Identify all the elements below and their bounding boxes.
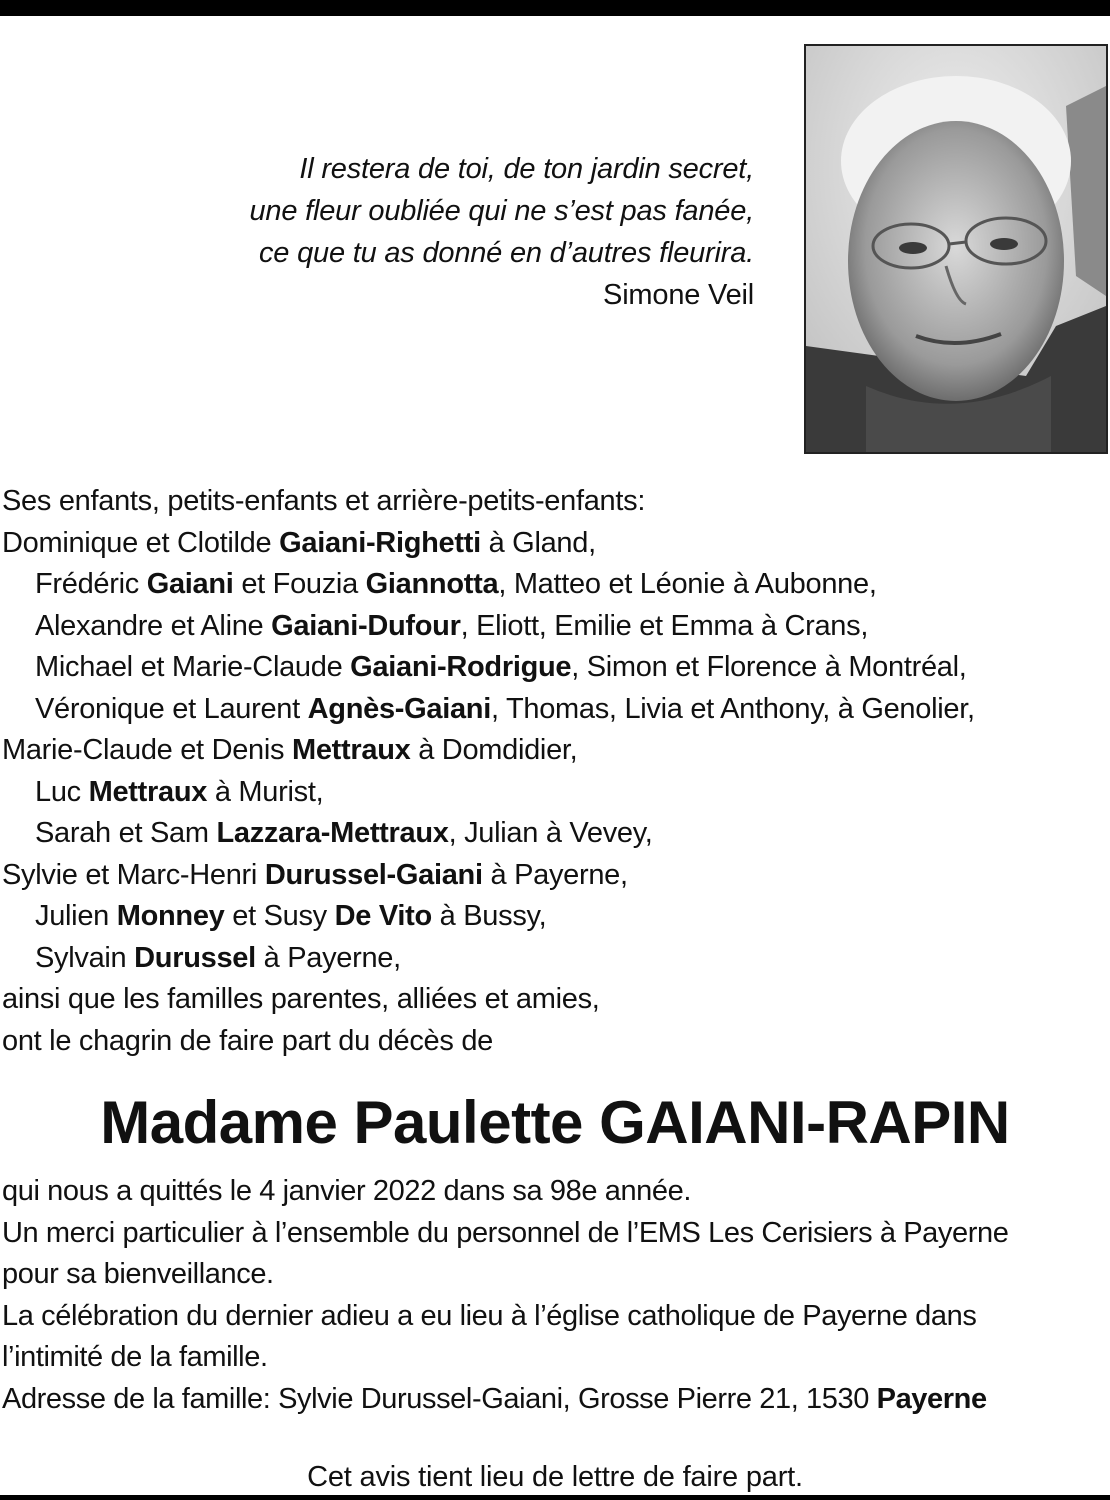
text: à Domdidier,	[410, 734, 578, 766]
text: Sylvain	[35, 941, 135, 974]
text: à Payerne,	[482, 858, 628, 891]
text: Marie-Claude et Denis	[2, 734, 292, 766]
family-line: ainsi que les familles parentes, alliées et amies,	[2, 983, 600, 1015]
quote-line: une fleur oubliée qui ne s’est pas fanée,	[249, 195, 754, 227]
text: Véronique et Laurent	[35, 692, 308, 725]
notice-line: La célébration du dernier adieu a eu lieu à l’église catholique de Payerne dans	[2, 1299, 977, 1332]
family-line	[2, 523, 1108, 565]
family-surname: Mettraux	[291, 734, 411, 766]
family-line	[2, 855, 1108, 897]
family-surname: Agnès-Gaiani	[307, 692, 491, 725]
text: et Susy	[224, 900, 335, 932]
text: Sylvie et Marc-Henri	[2, 858, 265, 891]
notice-text	[2, 1171, 1110, 1420]
bottom-rule	[0, 1495, 1110, 1500]
family-surname: Giannotta	[365, 568, 499, 600]
family-surname: Monney	[116, 900, 225, 932]
family-line	[2, 813, 1108, 855]
notice-line: qui nous a quittés le 4 janvier 2022 dans sa 98e année.	[2, 1175, 692, 1207]
text: Luc	[35, 775, 89, 808]
text: , Thomas, Livia et Anthony, à Genolier,	[490, 692, 975, 725]
text: , Simon et Florence à Montréal,	[571, 651, 967, 683]
family-surname: Lazzara-Mettraux	[216, 817, 449, 849]
text: , Eliott, Emilie et Emma à Crans,	[460, 609, 869, 642]
family-surname: Gaiani	[146, 568, 234, 600]
family-line	[2, 938, 1108, 980]
family-line	[2, 647, 1108, 689]
text: et Fouzia	[233, 568, 366, 600]
text: Frédéric	[35, 568, 147, 600]
text: à Murist,	[207, 775, 324, 808]
family-surname: Gaiani-Righetti	[279, 526, 481, 559]
text: Dominique et Clotilde	[2, 526, 280, 559]
text: à Payerne,	[255, 941, 401, 974]
text: Adresse de la famille: Sylvie Durussel-Gaiani, Grosse Pierre 21, 1530	[2, 1382, 877, 1415]
text: à Bussy,	[431, 900, 547, 932]
quote-author: Simone Veil	[603, 279, 754, 311]
text: Michael et Marie-Claude	[35, 651, 351, 683]
portrait-photo	[804, 44, 1108, 454]
deceased-name: Madame Paulette GAIANI-RAPIN	[100, 1089, 1010, 1156]
family-surname: Gaiani-Dufour	[271, 609, 461, 642]
family-surname: Durussel-Gaiani	[264, 858, 483, 891]
footer-note: Cet avis tient lieu de lettre de faire part.	[307, 1461, 803, 1493]
notice-line: Un merci particulier à l’ensemble du personnel de l’EMS Les Cerisiers à Payerne	[2, 1216, 1009, 1249]
text: à Gland,	[480, 526, 596, 559]
text: Sarah et Sam	[35, 817, 217, 849]
text: Alexandre et Aline	[35, 609, 272, 642]
family-surname: Gaiani-Rodrigue	[350, 651, 572, 683]
family-line	[2, 689, 1108, 731]
family-surname: De Vito	[334, 900, 432, 932]
portrait-photo-icon	[806, 46, 1106, 452]
family-line	[2, 896, 1108, 938]
notice-line: l’intimité de la famille.	[2, 1341, 268, 1373]
family-line	[2, 606, 1108, 648]
text: , Matteo et Léonie à Aubonne,	[498, 568, 877, 600]
address-city: Payerne	[876, 1382, 987, 1415]
text: Julien	[35, 900, 117, 932]
family-address	[2, 1379, 1110, 1421]
family-line	[2, 772, 1108, 814]
quote-line: Il restera de toi, de ton jardin secret,	[299, 153, 754, 185]
family-line	[2, 730, 1108, 772]
top-rule	[0, 0, 1110, 16]
notice-line: pour sa bienveillance.	[2, 1258, 274, 1290]
text: , Julian à Vevey,	[448, 817, 653, 849]
family-surname: Durussel	[134, 941, 256, 974]
family-intro: Ses enfants, petits-enfants et arrière-petits-enfants:	[2, 485, 646, 517]
family-list	[2, 481, 1108, 1062]
family-line	[2, 564, 1108, 606]
quote-line: ce que tu as donné en d’autres fleurira.	[259, 237, 754, 269]
family-line: ont le chagrin de faire part du décès de	[2, 1024, 493, 1057]
epigraph-quote	[250, 148, 755, 316]
family-surname: Mettraux	[88, 775, 208, 808]
